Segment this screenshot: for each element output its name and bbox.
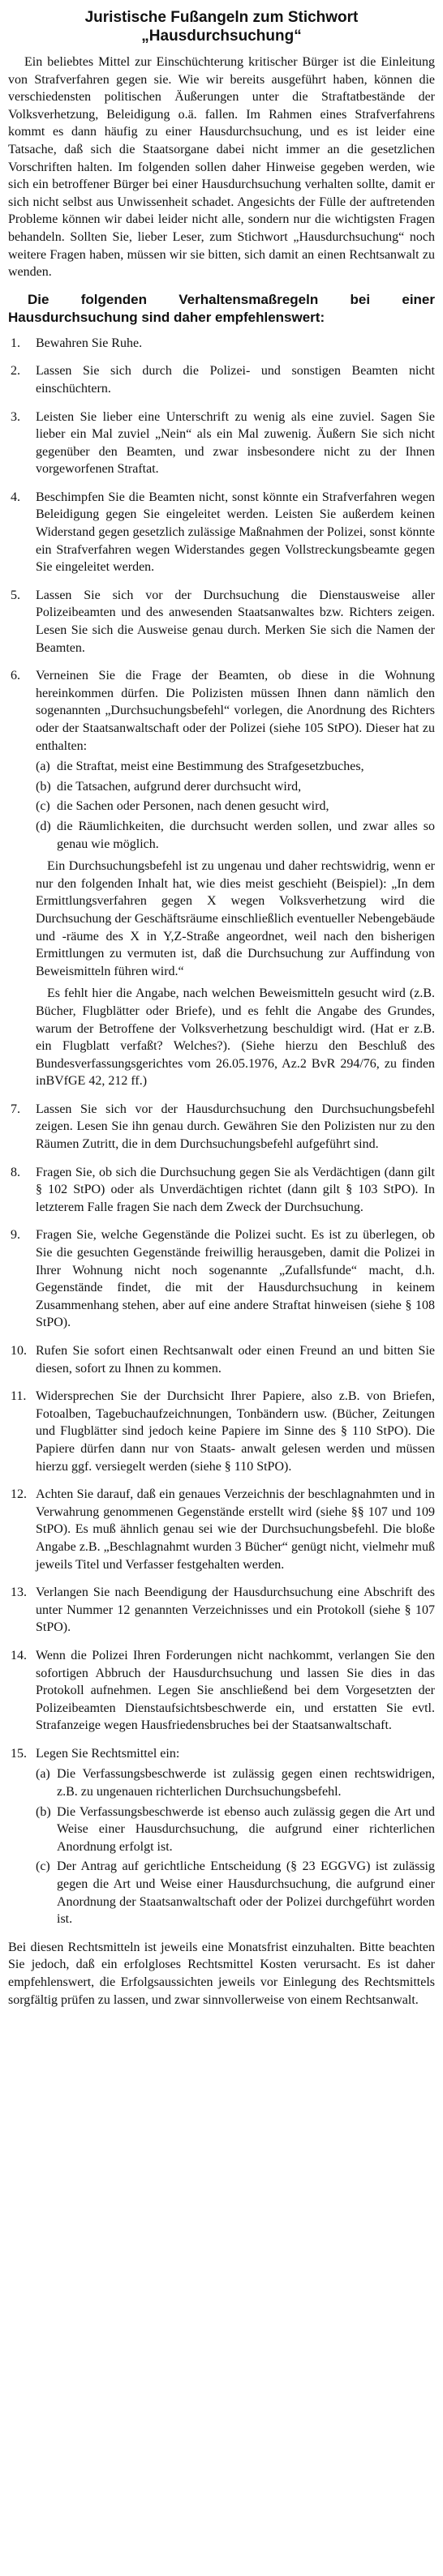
rule-number: 4.	[11, 490, 20, 504]
rule-text: Beschimpfen Sie die Beamten nicht, sonst könnte ein Strafverfahren wegen Beleidigung gegen Sie eingeleitet werden. Leisten Sie außerdem keinen Widerstand gegen gesetzlich zulässige Maßnahmen der Polizei, sonst könnte ein Strafverfahren wegen Widerstandes gegen Vollstreckungsbeamte gegen Sie eingeleitet werden.	[36, 490, 435, 575]
sub-item-label: (c)	[36, 1859, 50, 1874]
rule-item	[8, 1342, 435, 1377]
rule-text: Achten Sie darauf, daß ein genaues Verzeichnis der beschlagnahmten und in Verwahrung genommenen Gegenstände erstellt wird (siehe §§ 107 und 109 StPO). Es muß ähnlich genau sei wie der Durchsuchungsbefehl. Die bloße Angabe z.B. „Beschlagnahmt wurden 3 Bücher“ genügt nicht, vielmehr muß jeweils Titel und Verfasser festgehalten werden.	[36, 1487, 435, 1572]
sub-item-text: Die Verfassungsbeschwerde ist zulässig gegen einen rechtswidrigen, z.B. zu ungenauen richterlichen Durchsuchungsbefehl.	[57, 1767, 435, 1799]
sub-item-text: die Sachen oder Personen, nach denen gesucht wird,	[57, 799, 329, 814]
sub-item-text: Der Antrag auf gerichtliche Entscheidung (§ 23 EGGVG) ist zulässig gegen die Art und Weise einer Hausdurchsuchung, die aufgrund einer Anordnung der Staatsanwaltschaft oder der Polizei durchgeführt worden ist.	[57, 1859, 435, 1927]
rule-number: 10.	[11, 1344, 27, 1358]
rule-number: 8.	[11, 1165, 20, 1179]
rule-item	[8, 1226, 435, 1332]
rule-text: Fragen Sie, welche Gegenstände die Polizei sucht. Es ist zu überlegen, ob Sie die gesuchten Gegenstände freiwillig herausgeben, damit die Polizei in Ihrer Wohnung nicht noch sogenannte „Zufallsfunde“ macht, d.h. Gegenstände findet, die mit der Hausdurchsuchung in keinem Zusammenhang stehen, aber auf eine andere Straftat hinweisen (siehe § 108 StPO).	[36, 1228, 435, 1330]
rule-number: 7.	[11, 1102, 20, 1116]
rule-text: Fragen Sie, ob sich die Durchsuchung gegen Sie als Verdächtigen (dann gilt § 102 StPO) oder als Unverdächtigen richtet (dann gilt § 103 StPO). In letzterem Falle fragen Sie nach dem Zweck der Durchsuchung.	[36, 1165, 435, 1214]
sub-item	[36, 798, 435, 815]
rule-item	[8, 1101, 435, 1153]
sub-item-text: die Straftat, meist eine Bestimmung des Strafgesetzbuches,	[57, 760, 364, 774]
sub-item	[36, 818, 435, 853]
rule-text: Bewahren Sie Ruhe.	[36, 336, 143, 350]
title-line-2: „Hausdurchsuchung“	[141, 28, 302, 45]
rule-item	[8, 335, 435, 353]
sub-item	[36, 758, 435, 776]
rule-text: Legen Sie Rechtsmittel ein:	[36, 1746, 180, 1761]
rule-text: Leisten Sie lieber eine Unterschrift zu wenig als eine zuviel. Sagen Sie lieber ein Mal zuviel „Nein“ als ein Mal zuwenig. Äußern Sie sich nicht gegenüber den Beamten, und zwar insbesondere nicht zu der Ihnen vorgeworfenen Straftat.	[36, 409, 435, 477]
sub-list	[36, 1765, 435, 1928]
rule-paragraph: Ein Durchsuchungsbefehl ist zu ungenau und daher rechtswidrig, wenn er nur den folgenden Inhalt hat, wie dies meist geschieht (Beispiel): „In dem Ermittlungsverfahren gegen X wegen Volksverhetzung wird die Durchsuchung der Geschäftsräume einschließlich eventueller Nebengebäude und -räume des X in Y,Z-Straße angeordnet, weil nach den bisherigen Ermittlungen zu vermuten ist, daß die Durchsuchung zur Auffindung von Beweismitteln führen wird.“	[36, 859, 435, 978]
rule-item	[8, 1164, 435, 1217]
rule-number: 3.	[11, 409, 20, 424]
rule-number: 9.	[11, 1228, 20, 1243]
sub-item-text: die Tatsachen, aufgrund derer durchsucht wird,	[57, 779, 302, 794]
intro-paragraph: Ein beliebtes Mittel zur Einschüchterung kritischer Bürger ist die Einleitung von Strafverfahren gegen sie. Wie wir bereits ausgeführt haben, können die verschiedensten politischen Äußerungen unter die Straftatbestände der Volksverhetzung, Beleidigung o.ä. fallen. Im Rahmen eines Strafverfahrens kommt es dann häufig zu einer Hausdurchsuchung, und es ist leider eine Tatsache, daß sich die Staatsorgane dabei nicht immer an die gesetzlichen Vorschriften halten. Im folgenden sollen daher Hinweise gegeben werden, wie sich ein betroffener Bürger bei einer Hausdurchsuchung verhalten sollte, damit er sich nicht selbst aus Unwissenheit schadet. Angesichts der Fülle der auftretenden Probleme können wir dabei leider nicht alle, sondern nur die wichtigsten Fragen behandeln. Sollten Sie, lieber Leser, zum Stichwort „Hausdurchsuchung“ noch weitere Fragen haben, müssen wir sie bitten, sich damit an einen Rechtsanwalt zu wenden.	[8, 55, 435, 280]
rule-item	[8, 1388, 435, 1475]
rule-text: Lassen Sie sich vor der Hausdurchsuchung den Durchsuchungsbefehl zeigen. Lesen Sie ihn genau durch. Gewähren Sie den Polizisten nur zu den Räumen Zutritt, die in dem Durchsuchungsbefehl aufgeführt sind.	[36, 1102, 435, 1152]
rule-text: Lassen Sie sich vor der Durchsuchung die Dienstausweise aller Polizeibeamten und des anwesenden Staatsanwaltes bzw. Richters zeigen. Lesen Sie sich die Ausweise genau durch. Merken Sie sich die Namen der Beamten.	[36, 588, 435, 655]
sub-item-label: (a)	[36, 1767, 50, 1782]
sub-item	[36, 1858, 435, 1928]
rule-number: 1.	[11, 336, 20, 350]
rule-item	[8, 362, 435, 397]
sub-item-label: (d)	[36, 819, 51, 833]
sub-item	[36, 778, 435, 796]
closing-paragraph: Bei diesen Rechtsmitteln ist jeweils eine Monatsfrist einzuhalten. Bitte beachten Sie jedoch, daß ein erfolgloses Rechtsmittel Kosten verursacht. Es ist daher empfehlenswert, die Erfolgsaussichten jeweils vor Einlegung des Rechtsmittels sorgfältig prüfen zu lassen, und zwar sinnvollerweise von einem Rechtsanwalt.	[8, 1940, 435, 2007]
sub-item-text: Die Verfassungsbeschwerde ist ebenso auch zulässig gegen die Art und Weise einer Hausdurchsuchung, die aufgrund einer richterlichen Anordnung erfolgt ist.	[57, 1804, 435, 1854]
rule-number: 11.	[11, 1389, 27, 1404]
rule-number: 15.	[11, 1746, 27, 1761]
rule-item	[8, 489, 435, 576]
rule-text: Widersprechen Sie der Durchsicht Ihrer Papiere, also z.B. von Briefen, Fotoalben, Tagebuchaufzeichnungen, Tonbändern usw. (Bücher, Zeitungen und Flugblätter sind jedoch keine Papiere im Sinne des § 110 StPO). Die Papiere dürfen dann nur von Staats- anwalt gelesen werden und müssen hierzu ggf. versiegelt werden (siehe § 110 StPO).	[36, 1389, 435, 1474]
rule-item	[8, 409, 435, 478]
sub-item-label: (b)	[36, 779, 51, 794]
rule-item	[8, 1486, 435, 1573]
rule-number: 14.	[11, 1648, 27, 1662]
rule-number: 12.	[11, 1487, 27, 1502]
title-line-1: Juristische Fußangeln zum Stichwort	[84, 9, 359, 26]
rule-paragraph: Es fehlt hier die Angabe, nach welchen Beweismitteln gesucht wird (z.B. Bücher, Flugblätter oder Briefe), und es fehlt die Angabe des Grundes, warum der Betroffene der Volksverhetzung beschuldigt wird. (Hat er z.B. ein Flugblatt verfaßt? Welches?). (Siehe hierzu den Beschluß des Bundesverfassungsgerichtes vom 26.05.1976, Az.2 BvR 294/76, zu finden inBVfGE 42, 212 ff.)	[36, 986, 435, 1089]
rule-text: Verlangen Sie nach Beendigung der Hausdurchsuchung eine Abschrift des unter Nummer 12 genannten Verzeichnisses und ein Protokoll (siehe § 107 StPO).	[36, 1585, 435, 1635]
rule-text: Lassen Sie sich durch die Polizei- und sonstigen Beamten nicht einschüchtern.	[36, 364, 435, 396]
rule-number: 6.	[11, 669, 20, 683]
rule-item	[8, 1584, 435, 1637]
rule-item	[8, 1647, 435, 1735]
section-heading: Die folgenden Verhaltensmaßregeln bei einer Hausdurchsuchung sind daher empfehlenswert:	[8, 291, 435, 325]
rule-number: 2.	[11, 364, 20, 379]
rule-text: Wenn die Polizei Ihren Forderungen nicht nachkommt, verlangen Sie den sofortigen Abbruch der Hausdurchsuchung und lassen Sie dies in das Protokoll aufnehmen. Legen Sie anschließend bei dem Vorgesetzten der Polizeibeamten Dienstaufsichtsbeschwerde ein, und erstatten Sie evtl. Strafanzeige wegen Hausfriedensbruches bei der Staatsanwaltschaft.	[36, 1648, 435, 1733]
rule-item	[8, 667, 435, 1090]
sub-item	[36, 1765, 435, 1800]
rule-item	[8, 587, 435, 657]
sub-item-label: (a)	[36, 760, 50, 774]
sub-item-label: (b)	[36, 1804, 51, 1819]
sub-item-label: (c)	[36, 799, 50, 814]
rule-item	[8, 1745, 435, 1928]
rule-text: Rufen Sie sofort einen Rechtsanwalt oder einen Freund an und bitten Sie diesen, sofort zu Ihnen zu kommen.	[36, 1344, 435, 1376]
document-title	[8, 8, 435, 45]
rules-list	[8, 335, 435, 1928]
rule-number: 5.	[11, 588, 20, 602]
sub-list	[36, 758, 435, 853]
sub-item	[36, 1804, 435, 1856]
rule-number: 13.	[11, 1585, 27, 1600]
rule-text: Verneinen Sie die Frage der Beamten, ob diese in die Wohnung hereinkommen dürfen. Die Polizisten müssen Ihnen dann nämlich den sogenannten „Durchsuchungsbefehl“ vorlegen, die Anordnung des Richters oder der Staatsanwaltschaft oder der Polizei (siehe 105 StPO). Dieser hat zu enthalten:	[36, 669, 435, 753]
sub-item-text: die Räumlichkeiten, die durchsucht werden sollen, und zwar alles so genau wie möglich.	[57, 819, 435, 851]
